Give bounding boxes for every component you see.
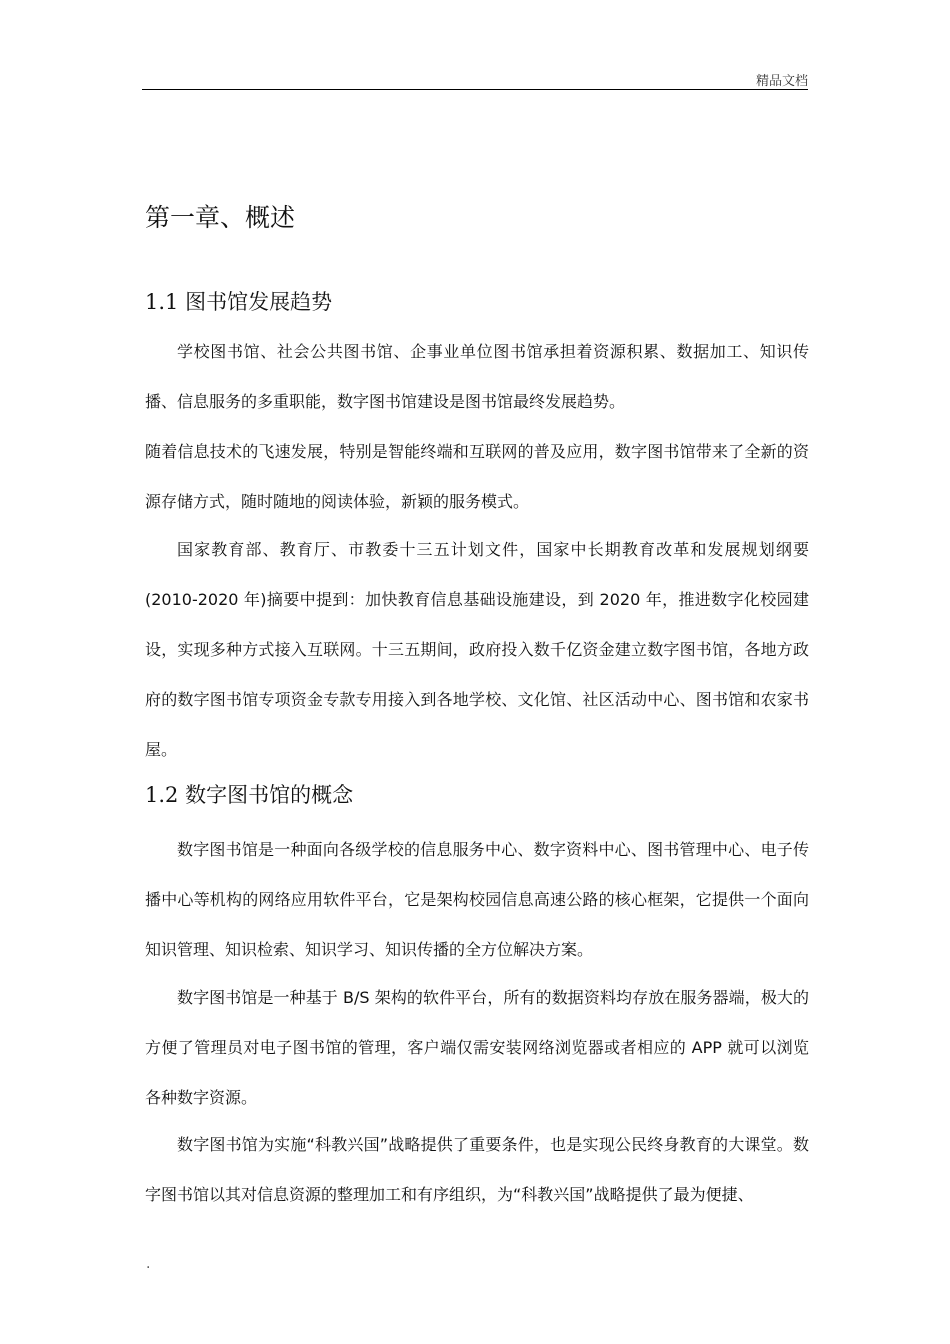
paragraph-science-education: 数字图书馆为实施“科教兴国”战略提供了重要条件，也是实现公民终身教育的大课堂。数字图书馆以其对信息资源的整理加工和有序组织，为“科教兴国”战略提供了最为便捷、 [145, 1135, 809, 1204]
header-label: 精品文档 [755, 74, 808, 89]
paragraph-education-policy: 国家教育部、教育厅、市教委十三五计划文件，国家中长期教育改革和发展规划纲要(2010-2020 年)摘要中提到：加快教育信息基础设施建设，到 2020 年，推进数字化校园建设，实现多种方式接入互联网。十三五期间，政府投入数千亿资金建立数字图书馆，各地方政府的数字图书馆专项资金专款专用接入到各地学校、文化馆、社区活动中心、图书馆和农家书屋。 [145, 540, 809, 759]
paragraph-bs-architecture: 数字图书馆是一种基于 B/S 架构的软件平台，所有的数据资料均存放在服务器端，极大的方便了管理员对电子图书馆的管理，客户端仅需安装网络浏览器或者相应的 APP 就可以浏览各种数字资源。 [145, 988, 809, 1107]
paragraph-info-tech: 随着信息技术的飞速发展，特别是智能终端和互联网的普及应用，数字图书馆带来了全新的资源存储方式，随时随地的阅读体验，新颖的服务模式。 [145, 442, 809, 511]
section-heading-1-2: 1.2 数字图书馆的概念 [145, 783, 354, 807]
section-heading-1-1: 1.1 图书馆发展趋势 [145, 290, 333, 314]
paragraph-library-roles: 学校图书馆、社会公共图书馆、企事业单位图书馆承担着资源积累、数据加工、知识传播、信息服务的多重职能，数字图书馆建设是图书馆最终发展趋势。 [145, 342, 809, 411]
header-divider [142, 89, 808, 90]
chapter-title: 第一章、概述 [145, 203, 296, 232]
footer-mark: . [146, 1256, 151, 1272]
paragraph-digital-library-definition: 数字图书馆是一种面向各级学校的信息服务中心、数字资料中心、图书管理中心、电子传播中心等机构的网络应用软件平台，它是架构校园信息高速公路的核心框架，它提供一个面向知识管理、知识检索、知识学习、知识传播的全方位解决方案。 [145, 840, 809, 959]
